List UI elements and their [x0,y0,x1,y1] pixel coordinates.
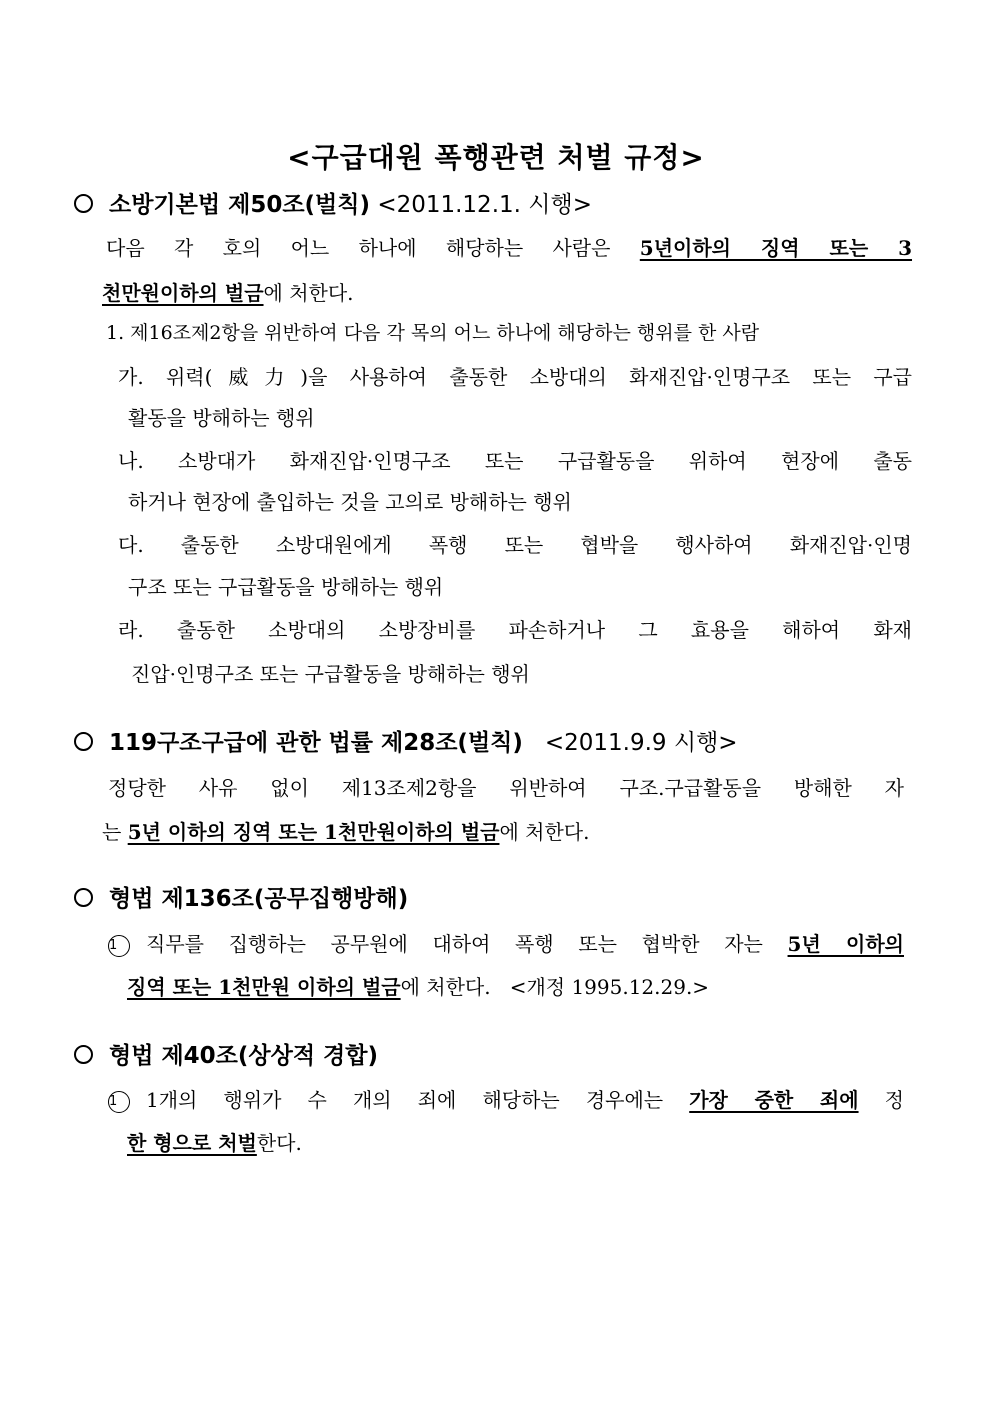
underlined-penalty: 5년이하의 징역 또는 3 [639,236,913,260]
heading-law-name: 119구조구급에 관한 법률 제28조(벌칙) [109,730,523,756]
heading-law-name: 소방기본법 제50조(벌칙) [109,192,370,218]
text: 정 [884,1088,904,1112]
paragraph-line [127,1127,302,1156]
page-title: <구급대원 폭행관련 처벌 규정> [287,141,705,174]
paragraph-line [127,971,709,1000]
sub-item-da: 다. 출동한 소방대원에게 폭행 또는 협박을 행사하여 화재진압·인명 [118,533,912,557]
circled-number-icon: 1 [108,1091,130,1113]
heading-effective-date: <2011.9.9 시행> [544,730,738,756]
text: 1개의 행위가 수 개의 죄에 해당하는 경우에는 [146,1088,664,1112]
underlined-penalty: 징역 또는 1천만원 이하의 벌금 [127,975,401,999]
sub-item-ga-cont: 활동을 방해하는 행위 [128,406,315,430]
underlined-penalty: 가장 중한 죄에 [689,1088,859,1112]
sub-item-na-cont: 하거나 현장에 출입하는 것을 고의로 방해하는 행위 [128,490,572,514]
section-heading-fire-service-act [74,186,592,219]
circle-bullet-icon [74,732,93,751]
paragraph-line [102,816,589,845]
text: 직무를 집행하는 공무원에 대하여 폭행 또는 협박한 자는 [146,932,763,956]
text: 에 처한다. [499,820,590,844]
circle-bullet-icon [74,1045,93,1064]
paragraph-line [108,1084,904,1113]
paragraph-line [108,928,904,957]
text: 는 [102,820,122,844]
heading-effective-date: <2011.12.1. 시행> [377,192,592,218]
sub-item-ga: 가. 위력(威力)을 사용하여 출동한 소방대의 화재진압·인명구조 또는 구급 [118,365,912,389]
underlined-penalty: 한 형으로 처벌 [127,1131,257,1155]
section-heading-criminal-act-136 [74,880,408,913]
paragraph-line [102,277,354,306]
heading-law-name: 형법 제40조(상상적 경합) [109,1043,379,1069]
sub-item-da-cont: 구조 또는 구급활동을 방해하는 행위 [128,575,444,599]
text: 다음 각 호의 어느 하나에 해당하는 사람은 [106,236,611,260]
section-heading-rescue-act [74,724,738,757]
sub-item-na: 나. 소방대가 화재진압·인명구조 또는 구급활동을 위하여 현장에 출동 [118,449,912,473]
text: 에 처한다. [400,975,491,999]
section-heading-criminal-act-40 [74,1037,378,1070]
paragraph-line [106,232,912,261]
circled-number-icon: 1 [108,935,130,957]
heading-law-name: 형법 제136조(공무집행방해) [109,886,409,912]
underlined-penalty: 천만원이하의 벌금 [102,281,264,305]
revision-note: <개정 1995.12.29.> [509,975,710,999]
underlined-penalty: 5년 이하의 징역 또는 1천만원이하의 벌금 [127,820,500,844]
list-item-1: 1. 제16조제2항을 위반하여 다음 각 목의 어느 하나에 해당하는 행위를 한 사람 [106,322,760,344]
underlined-penalty: 5년 이하의 [787,932,904,956]
circle-bullet-icon [74,888,93,907]
circle-bullet-icon [74,194,93,213]
sub-item-ra: 라. 출동한 소방대의 소방장비를 파손하거나 그 효용을 해하여 화재 [118,618,912,642]
text: 한다. [256,1131,302,1155]
paragraph-line: 정당한 사유 없이 제13조제2항을 위반하여 구조.구급활동을 방해한 자 [108,776,904,800]
sub-item-ra-cont: 진압·인명구조 또는 구급활동을 방해하는 행위 [131,662,530,686]
text: 에 처한다. [263,281,354,305]
